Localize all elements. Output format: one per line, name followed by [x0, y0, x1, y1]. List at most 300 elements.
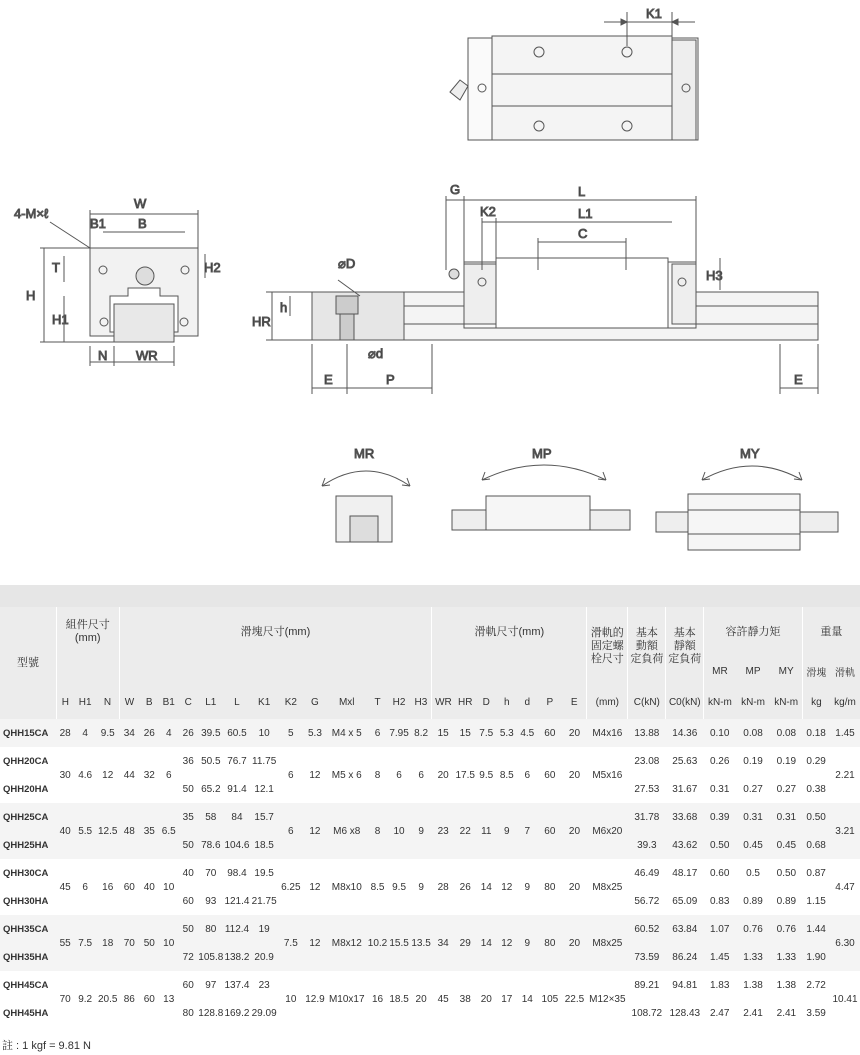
table-cell: M8x12	[326, 915, 367, 971]
table-cell: 50	[178, 915, 197, 943]
phi-d-small-label: ⌀d	[368, 346, 384, 361]
table-cell: 6	[278, 803, 304, 859]
table-cell: 5.5	[74, 803, 97, 859]
table-cell: 86.24	[666, 943, 704, 971]
rail-weight-subheader: 滑軌	[830, 657, 860, 685]
table-cell: 28	[56, 719, 73, 747]
table-cell: 105	[538, 971, 563, 1027]
block-header: 滑塊尺寸(mm)	[119, 607, 432, 657]
column-header: B	[140, 685, 159, 719]
table-cell: 0.50	[770, 859, 802, 887]
table-cell: 0.31	[704, 775, 736, 803]
table-cell: 65.09	[666, 887, 704, 915]
column-header: WR	[432, 685, 455, 719]
t-label: T	[52, 260, 60, 275]
table-cell: 34	[119, 719, 140, 747]
table-cell: 45	[56, 859, 73, 915]
table-cell: M4 x 5	[326, 719, 367, 747]
table-cell: 0.89	[736, 887, 771, 915]
hr-label: HR	[252, 314, 271, 329]
model-cell: QHH15CA	[0, 719, 56, 747]
phi-d-big-label: ⌀D	[338, 256, 356, 271]
table-cell: 104.6	[224, 831, 251, 859]
model-cell: QHH25CA	[0, 803, 56, 831]
table-cell: 86	[119, 971, 140, 1027]
column-header: L	[224, 685, 251, 719]
rail-header: 滑軌尺寸(mm)	[432, 607, 587, 657]
column-header: C(kN)	[628, 685, 666, 719]
table-cell: 9.5	[476, 747, 497, 803]
table-cell: 60.5	[224, 719, 251, 747]
table-cell: 9	[517, 859, 538, 915]
table-cell: 6.25	[278, 859, 304, 915]
table-cell: 2.72	[802, 971, 830, 999]
e1-label: E	[324, 372, 333, 387]
table-cell: 0.45	[770, 831, 802, 859]
wr-label: WR	[136, 348, 158, 363]
table-cell: 0.19	[770, 747, 802, 775]
table-cell: 73.59	[628, 943, 666, 971]
table-cell: M6 x8	[326, 803, 367, 859]
table-cell: 14	[517, 971, 538, 1027]
table-cell: 97	[198, 971, 224, 999]
table-cell: 7.5	[278, 915, 304, 971]
table-cell: 18.5	[250, 831, 278, 859]
table-cell: 16	[96, 859, 119, 915]
table-cell: 6	[74, 859, 97, 915]
table-cell: 60	[178, 971, 197, 999]
table-cell: 29	[454, 915, 476, 971]
table-cell: 70	[56, 971, 73, 1027]
table-cell: 13	[159, 971, 178, 1027]
column-header-row	[0, 685, 860, 719]
table-cell: 20	[562, 719, 587, 747]
table-cell: 12.1	[250, 775, 278, 803]
table-cell: 39.3	[628, 831, 666, 859]
table-cell: 6	[410, 747, 432, 803]
table-cell: 6	[388, 747, 411, 803]
model-cell: QHH30HA	[0, 887, 56, 915]
table-cell: 60	[538, 747, 563, 803]
table-cell: 1.33	[736, 943, 771, 971]
column-header: kg/m	[830, 685, 860, 719]
table-cell: 31.78	[628, 803, 666, 831]
model-cell: QHH20HA	[0, 775, 56, 803]
table-row	[0, 719, 860, 747]
table-cell: M6x20	[587, 803, 628, 859]
table-cell: 23	[250, 971, 278, 999]
table-cell: 105.8	[198, 943, 224, 971]
my-label: MY	[740, 446, 760, 461]
table-cell: 1.38	[770, 971, 802, 999]
column-header: C0(kN)	[666, 685, 704, 719]
table-cell: 8.5	[497, 747, 518, 803]
table-cell: 108.72	[628, 999, 666, 1027]
h3-label: H3	[706, 268, 723, 283]
table-cell: 3.59	[802, 999, 830, 1027]
table-cell: 50	[140, 915, 159, 971]
table-cell: 0.31	[736, 803, 771, 831]
table-cell: M4x16	[587, 719, 628, 747]
table-cell: 0.45	[736, 831, 771, 859]
table-cell: 1.45	[704, 943, 736, 971]
table-cell: 20	[562, 859, 587, 915]
column-header: kN-m	[736, 685, 771, 719]
table-cell: 36	[178, 747, 197, 775]
table-cell: 80	[538, 915, 563, 971]
model-header: 型號	[0, 607, 56, 719]
table-cell: 18.5	[388, 971, 411, 1027]
table-cell: 20	[562, 915, 587, 971]
table-cell: 26	[178, 719, 197, 747]
table-cell: 5.3	[304, 719, 327, 747]
column-header: H1	[74, 685, 97, 719]
h2-label: H2	[204, 260, 221, 275]
table-cell: 10	[278, 971, 304, 1027]
table-cell: 8	[367, 747, 388, 803]
table-cell: 0.08	[770, 719, 802, 747]
table-cell: 35	[178, 803, 197, 831]
moment-my	[656, 466, 838, 550]
block-weight-subheader: 滑塊	[802, 657, 830, 685]
table-cell: 26	[454, 859, 476, 915]
table-cell: 121.4	[224, 887, 251, 915]
c-label: C	[578, 226, 588, 241]
column-header: d	[517, 685, 538, 719]
table-cell: 6.30	[830, 915, 860, 971]
column-header: (mm)	[587, 685, 628, 719]
table-cell: 8.2	[410, 719, 432, 747]
table-cell: 60	[140, 971, 159, 1027]
table-cell: 0.19	[736, 747, 771, 775]
table-cell: 38	[454, 971, 476, 1027]
table-cell: 9	[497, 803, 518, 859]
table-cell: 50.5	[198, 747, 224, 775]
table-cell: 128.43	[666, 999, 704, 1027]
table-cell: 0.08	[736, 719, 771, 747]
h1-label: H1	[52, 312, 69, 327]
table-cell: 31.67	[666, 775, 704, 803]
table-cell: M8x10	[326, 859, 367, 915]
table-cell: 0.87	[802, 859, 830, 887]
table-cell: 50	[178, 775, 197, 803]
moment-mr	[322, 471, 410, 542]
column-header: H2	[388, 685, 411, 719]
model-cell: QHH35CA	[0, 915, 56, 943]
model-cell: QHH45CA	[0, 971, 56, 999]
table-cell: 60.52	[628, 915, 666, 943]
l-label: L	[578, 184, 586, 199]
table-cell: 0.68	[802, 831, 830, 859]
table-cell: 12	[304, 803, 327, 859]
model-cell: QHH35HA	[0, 943, 56, 971]
b-label: B	[138, 216, 147, 231]
table-cell: 1.33	[770, 943, 802, 971]
weight-header: 重量	[802, 607, 860, 657]
table-cell: 6	[278, 747, 304, 803]
table-cell: 70	[198, 859, 224, 887]
table-cell: 7.95	[388, 719, 411, 747]
table-cell: 21.75	[250, 887, 278, 915]
side-view	[266, 196, 818, 394]
table-cell: 13.88	[628, 719, 666, 747]
table-row	[0, 747, 860, 775]
table-cell: 8	[367, 803, 388, 859]
table-cell: 23	[432, 803, 455, 859]
my-subheader: MY	[770, 657, 802, 685]
column-header: L1	[198, 685, 224, 719]
mp-subheader: MP	[736, 657, 771, 685]
table-cell: 16	[367, 971, 388, 1027]
table-cell: M12×35	[587, 971, 628, 1027]
column-header: B1	[159, 685, 178, 719]
table-cell: 40	[140, 859, 159, 915]
table-cell: 0.50	[704, 831, 736, 859]
table-cell: 76.7	[224, 747, 251, 775]
table-cell: 12	[497, 859, 518, 915]
table-cell: 20	[432, 747, 455, 803]
table-cell: 4	[159, 719, 178, 747]
column-header: E	[562, 685, 587, 719]
column-header: H3	[410, 685, 432, 719]
table-cell: 60	[178, 887, 197, 915]
table-cell: 89.21	[628, 971, 666, 999]
table-row	[0, 915, 860, 943]
table-cell: 25.63	[666, 747, 704, 775]
table-cell: 44	[119, 747, 140, 803]
table-cell: 12.9	[304, 971, 327, 1027]
column-header: HR	[454, 685, 476, 719]
table-cell: 48.17	[666, 859, 704, 887]
table-cell: 20	[476, 971, 497, 1027]
table-cell: 6	[367, 719, 388, 747]
model-cell: QHH45HA	[0, 999, 56, 1027]
e2-label: E	[794, 372, 803, 387]
column-header: P	[538, 685, 563, 719]
table-cell: 60	[119, 859, 140, 915]
table-cell: 4.47	[830, 859, 860, 915]
table-cell: 43.62	[666, 831, 704, 859]
table-cell: 6.5	[159, 803, 178, 859]
table-cell: 0.76	[736, 915, 771, 943]
column-header: h	[497, 685, 518, 719]
column-header: K2	[278, 685, 304, 719]
table-cell: 28	[432, 859, 455, 915]
table-cell: 9	[410, 803, 432, 859]
table-cell: 10	[159, 915, 178, 971]
table-cell: 1.44	[802, 915, 830, 943]
table-cell: 32	[140, 747, 159, 803]
table-cell: 10.41	[830, 971, 860, 1027]
assembly-header: 組件尺寸 (mm)	[56, 607, 119, 657]
unit-note: 註 : 1 kgf = 9.81 N	[2, 1040, 91, 1052]
table-cell: 30	[56, 747, 73, 803]
table-cell: 72	[178, 943, 197, 971]
mr-subheader: MR	[704, 657, 736, 685]
table-cell: 20	[562, 803, 587, 859]
table-cell: 70	[119, 915, 140, 971]
table-cell: M8x25	[587, 859, 628, 915]
table-cell: 56.72	[628, 887, 666, 915]
table-row	[0, 971, 860, 999]
table-cell: 2.21	[830, 747, 860, 803]
table-cell: 27.53	[628, 775, 666, 803]
w-label: W	[134, 196, 147, 211]
table-cell: 169.2	[224, 999, 251, 1027]
table-cell: 2.47	[704, 999, 736, 1027]
table-cell: 0.60	[704, 859, 736, 887]
table-cell: 22.5	[562, 971, 587, 1027]
table-cell: 112.4	[224, 915, 251, 943]
table-cell: 1.45	[830, 719, 860, 747]
table-cell: 4	[74, 719, 97, 747]
table-cell: 15.5	[388, 915, 411, 971]
l1-label: L1	[578, 206, 593, 221]
k2-label: K2	[480, 204, 496, 219]
table-cell: 12	[304, 859, 327, 915]
table-cell: 80	[178, 999, 197, 1027]
dyn-load-header: 基本 動額 定負荷	[628, 607, 666, 685]
table-cell: 80	[198, 915, 224, 943]
table-cell: 94.81	[666, 971, 704, 999]
column-header: C	[178, 685, 197, 719]
table-cell: 7	[517, 803, 538, 859]
table-top-bar	[0, 585, 860, 607]
column-header: kg	[802, 685, 830, 719]
table-cell: 93	[198, 887, 224, 915]
column-header: D	[476, 685, 497, 719]
n-label: N	[98, 348, 108, 363]
top-view	[450, 12, 698, 140]
table-cell: 1.15	[802, 887, 830, 915]
table-cell: 7.5	[476, 719, 497, 747]
table-cell: 0.27	[736, 775, 771, 803]
table-cell: 13.5	[410, 915, 432, 971]
table-cell: 1.83	[704, 971, 736, 999]
table-cell: 3.21	[830, 803, 860, 859]
table-cell: 0.29	[802, 747, 830, 775]
table-cell: 14	[476, 915, 497, 971]
table-cell: 0.26	[704, 747, 736, 775]
table-cell: 0.5	[736, 859, 771, 887]
column-header: T	[367, 685, 388, 719]
table-cell: 12	[96, 747, 119, 803]
spec-table	[0, 585, 860, 1027]
table-cell: 46.49	[628, 859, 666, 887]
front-view	[40, 210, 205, 366]
table-cell: 2.41	[770, 999, 802, 1027]
table-cell: 0.50	[802, 803, 830, 831]
table-cell: M5x16	[587, 747, 628, 803]
table-cell: 17.5	[454, 747, 476, 803]
column-header: N	[96, 685, 119, 719]
table-cell: 19	[250, 915, 278, 943]
model-cell: QHH25HA	[0, 831, 56, 859]
four-m-label: 4-M×ℓ	[14, 206, 49, 221]
mr-label: MR	[354, 446, 375, 461]
table-cell: 40	[56, 803, 73, 859]
table-cell: 9	[517, 915, 538, 971]
table-cell: 12.5	[96, 803, 119, 859]
table-cell: 12	[497, 915, 518, 971]
h-small-label: h	[280, 300, 288, 315]
table-cell: 14	[476, 859, 497, 915]
model-cell: QHH20CA	[0, 747, 56, 775]
table-cell: 78.6	[198, 831, 224, 859]
spec-table-container	[0, 585, 860, 1027]
table-cell: M10x17	[326, 971, 367, 1027]
table-cell: 34	[432, 915, 455, 971]
table-cell: 55	[56, 915, 73, 971]
table-cell: 18	[96, 915, 119, 971]
table-row	[0, 803, 860, 831]
table-cell: 0.76	[770, 915, 802, 943]
table-cell: 63.84	[666, 915, 704, 943]
table-cell: 7.5	[74, 915, 97, 971]
table-cell: 33.68	[666, 803, 704, 831]
table-cell: M8x25	[587, 915, 628, 971]
table-cell: 9.5	[388, 859, 411, 915]
table-cell: 15	[454, 719, 476, 747]
table-cell: 19.5	[250, 859, 278, 887]
table-cell: 0.38	[802, 775, 830, 803]
table-cell: 1.90	[802, 943, 830, 971]
table-cell: 17	[497, 971, 518, 1027]
table-cell: 15	[432, 719, 455, 747]
table-cell: 60	[538, 719, 563, 747]
spec-table-body	[0, 719, 860, 1027]
table-cell: 22	[454, 803, 476, 859]
table-cell: 12	[304, 915, 327, 971]
table-cell: 14.36	[666, 719, 704, 747]
table-cell: 10	[388, 803, 411, 859]
column-header: kN-m	[770, 685, 802, 719]
table-cell: 0.39	[704, 803, 736, 831]
table-cell: 11.75	[250, 747, 278, 775]
table-cell: 1.07	[704, 915, 736, 943]
mp-label: MP	[532, 446, 552, 461]
table-cell: 9.5	[96, 719, 119, 747]
table-cell: 15.7	[250, 803, 278, 831]
table-cell: 0.10	[704, 719, 736, 747]
table-cell: 128.8	[198, 999, 224, 1027]
k1-label: K1	[646, 6, 662, 21]
table-cell: 29.09	[250, 999, 278, 1027]
table-cell: 9	[410, 859, 432, 915]
table-cell: 0.83	[704, 887, 736, 915]
h-label: H	[26, 288, 36, 303]
table-cell: 20	[562, 747, 587, 803]
table-cell: 65.2	[198, 775, 224, 803]
bolt-header: 滑軌的 固定螺 栓尺寸	[587, 607, 628, 685]
table-cell: 20	[410, 971, 432, 1027]
table-cell: 9.2	[74, 971, 97, 1027]
table-cell: 91.4	[224, 775, 251, 803]
column-header: kN-m	[704, 685, 736, 719]
table-cell: 1.38	[736, 971, 771, 999]
table-cell: 60	[538, 803, 563, 859]
table-cell: 58	[198, 803, 224, 831]
table-cell: 48	[119, 803, 140, 859]
table-row	[0, 859, 860, 887]
table-cell: 39.5	[198, 719, 224, 747]
table-cell: 0.31	[770, 803, 802, 831]
table-cell: 98.4	[224, 859, 251, 887]
b1-label: B1	[90, 216, 106, 231]
table-cell: 20.9	[250, 943, 278, 971]
table-cell: 5	[278, 719, 304, 747]
table-cell: 137.4	[224, 971, 251, 999]
